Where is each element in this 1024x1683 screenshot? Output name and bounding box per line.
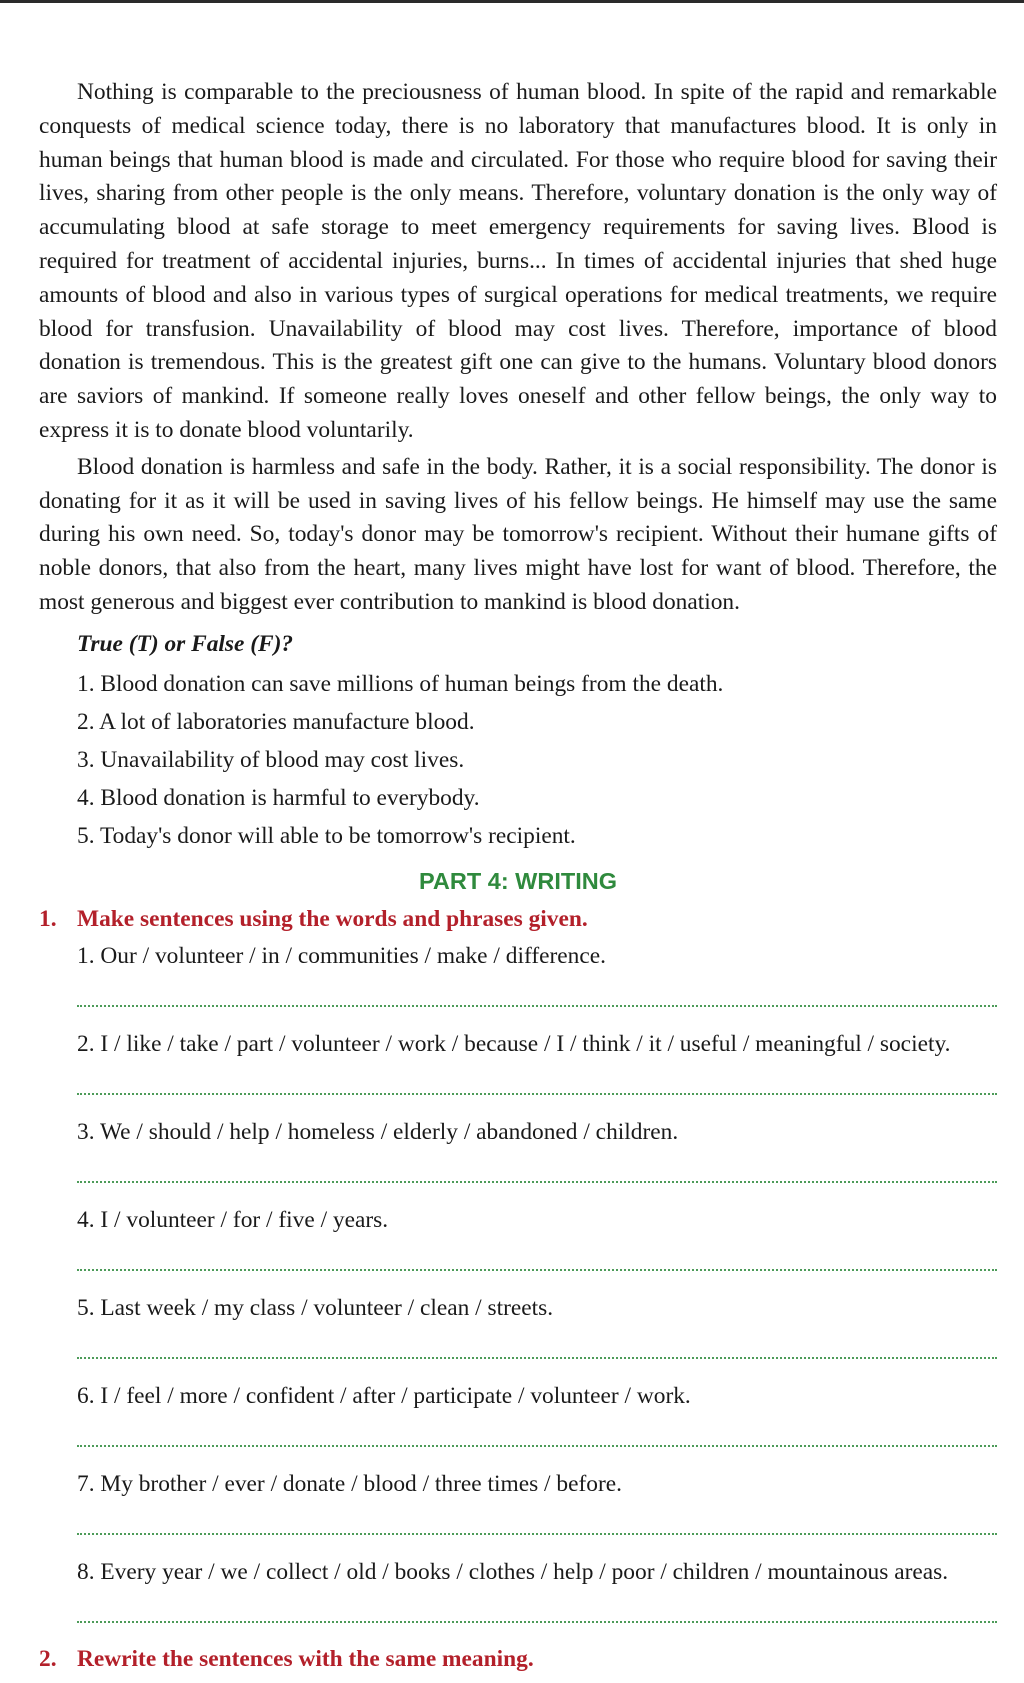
answer-line[interactable] [77, 1093, 997, 1095]
sentence-item [77, 1289, 997, 1359]
task-2-number: 2. [39, 1645, 57, 1672]
task-1-instruction: Make sentences using the words and phrases given. [77, 905, 588, 932]
sentence-item [77, 1201, 997, 1271]
sentence-item [77, 1553, 997, 1623]
worksheet-page [39, 76, 997, 1677]
true-false-item: 4. Blood donation is harmful to everybody. [77, 784, 480, 811]
true-false-heading: True (T) or False (F)? [77, 630, 294, 657]
true-false-item: 3. Unavailability of blood may cost lives. [77, 746, 465, 773]
task-2-instruction: Rewrite the sentences with the same meaning. [77, 1645, 534, 1672]
answer-line[interactable] [77, 1533, 997, 1535]
task-1-number: 1. [39, 905, 57, 932]
sentence-item [77, 1465, 997, 1535]
reading-paragraph-2: Blood donation is harmless and safe in the body. Rather, it is a social responsibility. The donor is donating for it as it will be used in saving lives of his fellow beings. He himself may use the same during his own need. So, today's donor may be tomorrow's recipient. Without their humane gifts of noble donors, that also from the heart, many lives might have lost for want of blood. Therefore, the most generous and biggest ever contribution to mankind is blood donation. [39, 453, 997, 615]
answer-line[interactable] [77, 1181, 997, 1183]
answer-line[interactable] [77, 1005, 997, 1007]
answer-line[interactable] [77, 1357, 997, 1359]
sentence-item [77, 937, 997, 1007]
sentence-prompt: 2. I / like / take / part / volunteer / work / because / I / think / it / useful / meaningful / society. [77, 1030, 951, 1057]
task-2-title [39, 1641, 997, 1677]
sentence-prompt: 7. My brother / ever / donate / blood / three times / before. [77, 1470, 622, 1497]
reading-paragraph-1: Nothing is comparable to the preciousness of human blood. In spite of the rapid and remarkable conquests of medical science today, there is no laboratory that manufactures blood. It is only in human beings that human blood is made and circulated. For those who require blood for saving their lives, sharing from other people is the only means. Therefore, voluntary donation is the only way of accumulating blood at safe storage to meet emergency requirements for saving lives. Blood is required for treatment of accidental injuries, burns... In times of accidental injuries that shed huge amounts of blood and also in various types of surgical operations for medical treatments, we require blood for transfusion. Unavailability of blood may cost lives. Therefore, importance of blood donation is tremendous. This is the greatest gift one can give to the humans. Voluntary blood donors are saviors of mankind. If someone really loves oneself and other fellow beings, the only way to express it is to donate blood voluntarily. [39, 79, 997, 443]
sentence-list [77, 937, 997, 1623]
sentence-item [77, 1113, 997, 1183]
sentence-prompt: 1. Our / volunteer / in / communities / make / difference. [77, 942, 606, 969]
true-false-item: 2. A lot of laboratories manufacture blood. [77, 708, 475, 735]
sentence-prompt: 3. We / should / help / homeless / elderly / abandoned / children. [77, 1118, 679, 1145]
true-false-item: 1. Blood donation can save millions of human beings from the death. [77, 670, 724, 697]
task-1-title [39, 901, 997, 937]
sentence-item [77, 1025, 997, 1095]
true-false-list [77, 665, 997, 855]
sentence-prompt: 6. I / feel / more / confident / after / participate / volunteer / work. [77, 1382, 691, 1409]
sentence-prompt: 8. Every year / we / collect / old / books / clothes / help / poor / children / mountainous areas. [77, 1558, 949, 1585]
sentence-prompt: 5. Last week / my class / volunteer / clean / streets. [77, 1294, 554, 1321]
part-title: PART 4: WRITING [419, 867, 617, 894]
answer-line[interactable] [77, 1445, 997, 1447]
answer-line[interactable] [77, 1621, 997, 1623]
top-border-rule [0, 0, 1024, 3]
answer-line[interactable] [77, 1269, 997, 1271]
true-false-item: 5. Today's donor will able to be tomorrow's recipient. [77, 822, 576, 849]
sentence-item [77, 1377, 997, 1447]
sentence-prompt: 4. I / volunteer / for / five / years. [77, 1206, 389, 1233]
